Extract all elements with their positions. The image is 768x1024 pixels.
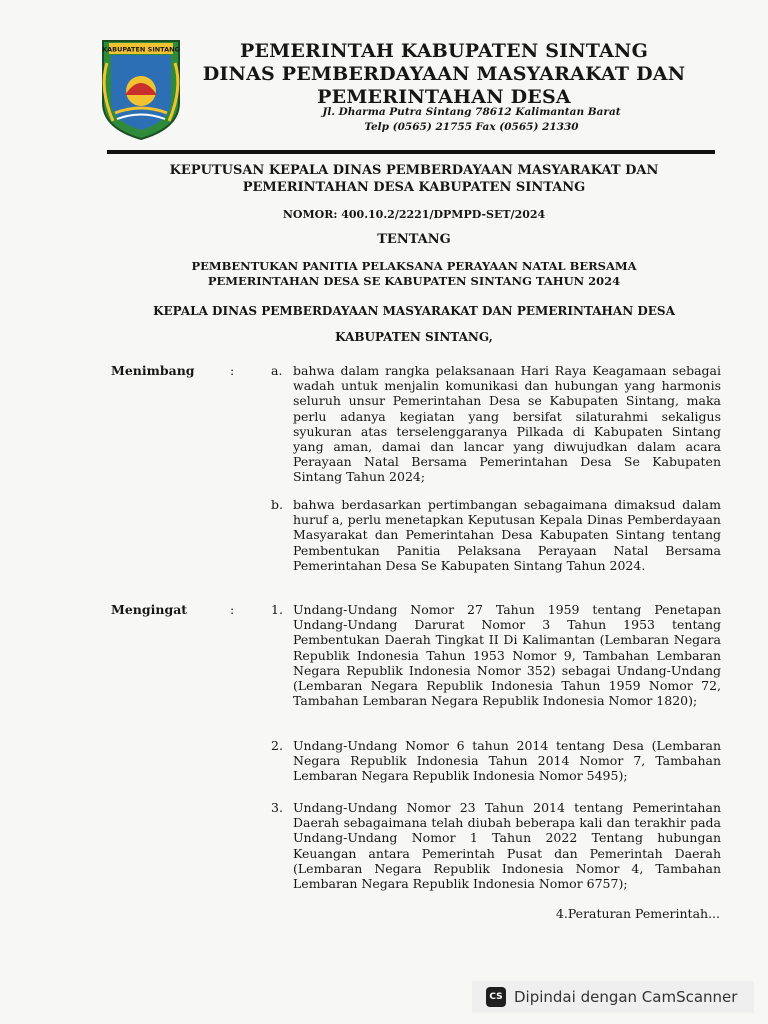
item-marker: 1. bbox=[271, 602, 283, 617]
item-marker: b. bbox=[271, 497, 283, 512]
subject-line-1: PEMBENTUKAN PANITIA PELAKSANA PERAYAAN NATAL BERSAMA bbox=[191, 259, 637, 273]
letterhead-divider bbox=[107, 150, 715, 154]
menimbang-item-b bbox=[271, 497, 721, 573]
item-text: bahwa dalam rangka pelaksanaan Hari Raya Keagamaan sebagai wadah untuk menjalin komunikasi dan hubungan yang harmonis seluruh unsur Pemerintahan Desa se Kabupaten Sintang, maka perlu adanya kegiatan yang bersifat silaturahmi sekaligus syukuran atas terselenggaranya Pilkada di Kabupaten Sintang yang aman, damai dan lancar yang diwujudkan dalam acara Perayaan Natal Bersama Pemerintahan Desa Se Kabupaten Sintang Tahun 2024; bbox=[293, 363, 721, 485]
item-text: Undang-Undang Nomor 23 Tahun 2014 tentang Pemerintahan Daerah sebagaimana telah diubah beberapa kali dan terakhir pada Undang-Undang Nomor 1 Tahun 2022 Tentang hubungan Keuangan antara Pemerintah Pusat dan Pemerintah Daerah (Lembaran Negara Republik Indonesia Nomor 4, Tambahan Lembaran Negara Republik Indonesia Nomor 6757); bbox=[293, 800, 721, 892]
kepala-line-1: KEPALA DINAS PEMBERDAYAAN MASYARAKAT DAN PEMERINTAHAN DESA bbox=[153, 304, 675, 318]
camscanner-text: Dipindai dengan CamScanner bbox=[514, 988, 738, 1006]
continuation-note: 4.Peraturan Pemerintah... bbox=[555, 906, 720, 921]
mengingat-item-2 bbox=[271, 738, 721, 784]
menimbang-colon: : bbox=[230, 363, 235, 378]
camscanner-badge bbox=[472, 981, 754, 1013]
letterhead-line-1: PEMERINTAH KABUPATEN SINTANG bbox=[239, 40, 649, 62]
letterhead-line-3: PEMERINTAHAN DESA bbox=[317, 86, 571, 108]
emblem-text: KABUPATEN SINTANG bbox=[102, 45, 180, 54]
tentang-heading: TENTANG bbox=[377, 232, 451, 247]
item-marker: 2. bbox=[271, 738, 283, 753]
decree-title-line-1: KEPUTUSAN KEPALA DINAS PEMBERDAYAAN MASYARAKAT DAN bbox=[169, 163, 659, 178]
menimbang-item-a bbox=[271, 363, 721, 485]
mengingat-item-3 bbox=[271, 800, 721, 891]
kepala-line-2: KABUPATEN SINTANG, bbox=[335, 330, 493, 344]
mengingat-item-1 bbox=[271, 602, 721, 708]
item-text: bahwa berdasarkan pertimbangan sebagaimana dimaksud dalam huruf a, perlu menetapkan Keputusan Kepala Dinas Pemberdayaan Masyarakat dan Pemerintahan Desa Kabupaten Sintang tentang Pembentukan Panitia Pelaksana Perayaan Natal Bersama Pemerintahan Desa Se Kabupaten Sintang Tahun 2024. bbox=[293, 497, 721, 573]
item-text: Undang-Undang Nomor 6 tahun 2014 tentang Desa (Lembaran Negara Republik Indonesia Tahun 2014 Nomor 7, Tambahan Lembaran Negara Republik Indonesia Nomor 5495); bbox=[293, 738, 721, 784]
decree-title-line-2: PEMERINTAHAN DESA KABUPATEN SINTANG bbox=[242, 180, 586, 195]
camscanner-icon: CS bbox=[486, 987, 506, 1007]
item-text: Undang-Undang Nomor 27 Tahun 1959 tentang Penetapan Undang-Undang Darurat Nomor 3 Tahun 1953 tentang Pembentukan Daerah Tingkat II Di Kalimantan (Lembaran Negara Republik Indonesia Tahun 1953 Nomor 9, Tambahan Lembaran Negara Republik Indonesia Nomor 352) sebagai Undang-Undang (Lembaran Negara Republik Indonesia Tahun 1959 Nomor 72, Tambahan Lembaran Negara Republik Indonesia Nomor 1820); bbox=[293, 602, 721, 709]
menimbang-label: Menimbang bbox=[111, 363, 195, 378]
mengingat-colon: : bbox=[230, 602, 235, 617]
subject-line-2: PEMERINTAHAN DESA SE KABUPATEN SINTANG TAHUN 2024 bbox=[207, 274, 621, 288]
item-marker: a. bbox=[271, 363, 283, 378]
item-marker: 3. bbox=[271, 800, 283, 815]
decree-number: NOMOR: 400.10.2/2221/DPMPD-SET/2024 bbox=[282, 208, 546, 221]
letterhead-line-2: DINAS PEMBERDAYAAN MASYARAKAT DAN bbox=[202, 63, 686, 85]
letterhead-telp: Telp (0565) 21755 Fax (0565) 21330 bbox=[364, 121, 579, 133]
letterhead-address: Jl. Dharma Putra Sintang 78612 Kalimantan Barat bbox=[322, 106, 621, 118]
mengingat-label: Mengingat bbox=[111, 602, 188, 617]
